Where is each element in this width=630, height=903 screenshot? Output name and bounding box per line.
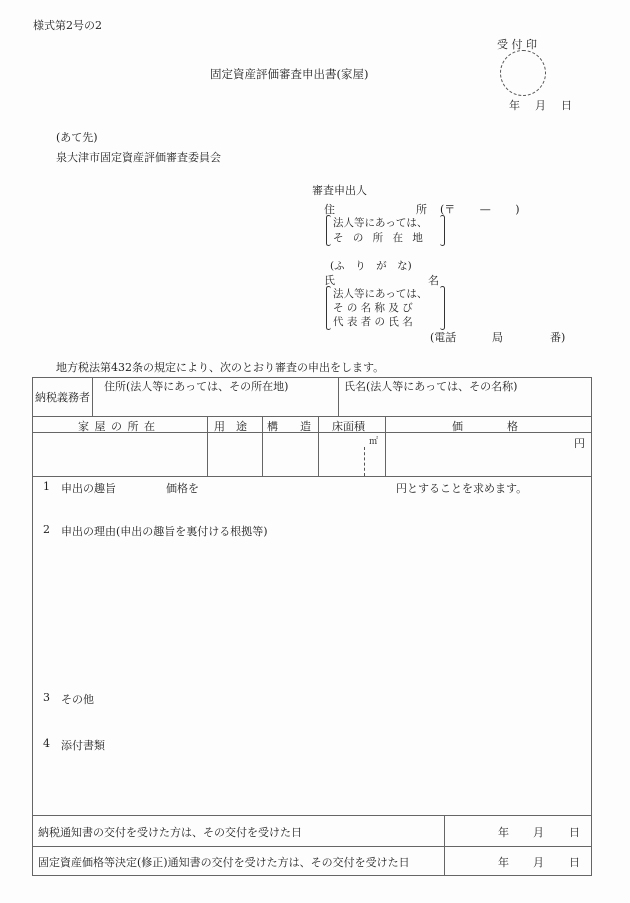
- address-note-bracket-right: [440, 215, 445, 246]
- item-1-label: 申出の趣旨: [61, 482, 116, 495]
- item-2-label: 申出の理由(申出の趣旨を裏付ける根拠等): [61, 525, 268, 538]
- item-4-number: 4: [43, 737, 50, 750]
- tax-notice-month[interactable]: 月: [533, 826, 544, 839]
- taxpayer-address-field[interactable]: 住所(法人等にあっては、その所在地): [104, 380, 289, 393]
- header-structure: 構 造: [267, 420, 311, 433]
- use-field[interactable]: [208, 433, 261, 475]
- receipt-stamp-label: 受 付 印: [497, 38, 537, 51]
- attachments-field[interactable]: [40, 754, 585, 812]
- name-note-line2: そ の 名 称 及 び: [333, 302, 413, 314]
- address-note-line1: 法人等にあっては、: [333, 217, 428, 229]
- item-1-number: 1: [43, 480, 50, 493]
- receipt-stamp-circle: [500, 50, 546, 96]
- other-field[interactable]: [40, 708, 585, 736]
- addressee-prefix: (あて先): [56, 131, 98, 144]
- name-note-bracket-right: [440, 286, 445, 330]
- name-note-line1: 法人等にあっては、: [333, 288, 428, 300]
- phone-number-label: 番): [550, 331, 566, 344]
- property-row-bottom: [32, 476, 592, 477]
- address-label-end: 所: [416, 203, 427, 216]
- furigana-label: (ふ り が な): [330, 260, 412, 272]
- name-note-line3: 代 表 者 の 氏 名: [333, 316, 413, 328]
- phone-exchange-label: 局: [492, 331, 503, 344]
- notice-row1-top: [32, 815, 592, 816]
- item-1-text-after: 円とすることを求めます。: [396, 482, 528, 495]
- receipt-year: 年: [509, 99, 520, 112]
- location-field[interactable]: [33, 433, 206, 475]
- name-note-bracket-left: [326, 286, 331, 330]
- addressee-name: 泉大津市固定資産評価審査委員会: [56, 151, 221, 164]
- valuation-notice-label: 固定資産価格等決定(修正)通知書の交付を受けた方は、その交付を受けた日: [38, 856, 410, 869]
- price-unit: 円: [574, 437, 585, 450]
- valuation-notice-month[interactable]: 月: [533, 856, 544, 869]
- item-1-text-before: 価格を: [166, 482, 199, 495]
- table-bottom-border: [32, 875, 592, 876]
- header-location: 家 屋 の 所 在: [78, 420, 156, 433]
- name-label-end: 名: [428, 274, 439, 287]
- taxpayer-name-field[interactable]: 氏名(法人等にあっては、その名称): [344, 380, 518, 393]
- statement-text: 地方税法第432条の規定により、次のとおり審査の申出をします。: [56, 361, 385, 374]
- address-name-divider: [338, 377, 339, 416]
- tax-notice-label: 納税通知書の交付を受けた方は、その交付を受けた日: [38, 826, 302, 839]
- name-label-start: 氏: [324, 274, 335, 287]
- valuation-notice-year[interactable]: 年: [498, 856, 509, 869]
- price-field[interactable]: [386, 433, 590, 475]
- taxpayer-row-bottom: [32, 416, 592, 417]
- address-label-start: 住: [324, 203, 335, 216]
- header-use: 用 途: [214, 420, 247, 433]
- structure-field[interactable]: [263, 433, 317, 475]
- form-number: 様式第2号の2: [33, 19, 102, 32]
- valuation-notice-day[interactable]: 日: [569, 856, 580, 869]
- phone-label: (電話: [430, 331, 457, 344]
- receipt-month: 月: [535, 99, 546, 112]
- taxpayer-divider: [92, 377, 93, 416]
- document-title: 固定資産評価審査申出書(家屋): [210, 67, 369, 81]
- table-right-border: [591, 377, 592, 876]
- reason-field[interactable]: [40, 540, 585, 680]
- requested-price-field[interactable]: [210, 478, 390, 494]
- notice-date-divider: [444, 815, 445, 876]
- item-3-number: 3: [43, 691, 50, 704]
- address-note-line2: そ の 所 在 地: [333, 232, 426, 244]
- item-3-label: その他: [61, 693, 94, 706]
- receipt-day: 日: [561, 99, 572, 112]
- address-note-bracket-left: [326, 215, 331, 246]
- postal-code-field[interactable]: (〒 — ): [440, 203, 520, 216]
- notice-row2-top: [32, 846, 592, 847]
- applicant-heading: 審査申出人: [312, 184, 367, 197]
- header-price: 価 格: [452, 420, 518, 433]
- taxpayer-label: 納税義務者: [35, 391, 90, 404]
- tax-notice-day[interactable]: 日: [569, 826, 580, 839]
- item-4-label: 添付書類: [61, 739, 105, 752]
- tax-notice-year[interactable]: 年: [498, 826, 509, 839]
- area-unit: ㎡: [369, 437, 379, 447]
- item-2-number: 2: [43, 523, 50, 536]
- header-floor-area: 床面積: [332, 420, 365, 433]
